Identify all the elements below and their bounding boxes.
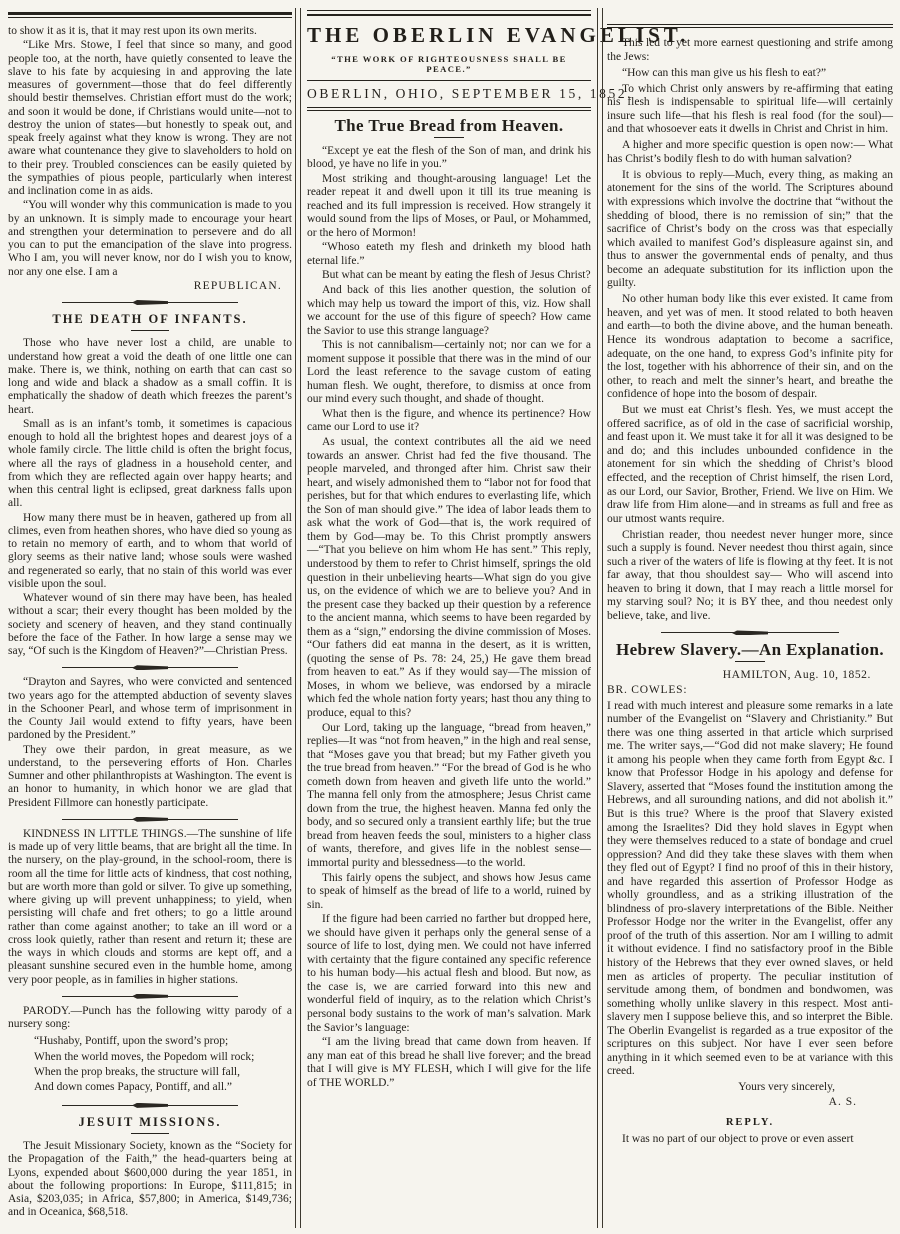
paragraph: It is obvious to reply—Much, every thing, as making an atonement for the sins of the world. The Scriptures abound with expressions which involve the doctrine that “without the shedding of blood, there is no remission of sin;” that the sacrifice of Christ’s body on the cross was that especially which availed to manifest God’s displeasure against sin, and thus to answer the governmental ends of penalty, and thus become an adequate substitution for its infliction upon the guilty. bbox=[607, 168, 893, 290]
paragraph: This is not cannibalism—certainly not; nor can we for a moment suppose it possible that there was in the mind of our Lord the least reference to the savage custom of eating human flesh. We ought, therefore, to dismiss at once from our mind every such thought, and shade of thought. bbox=[307, 339, 591, 406]
column-right-body bbox=[607, 37, 893, 1147]
paragraph: Our Lord, taking up the language, “bread from heaven,” replies—It was “not from heaven,” in the high and real sense, that “Moses gave you that bread; but my Father giveth you the true bread from heaven.” “For the bread of God is he who cometh down from heaven and giveth life unto the world.” The manna fell only from the atmosphere; Jesus Christ came down from the true, the highest heaven. Manna fed only the body, and so secured only a transient earthly life; but the true bread from heaven feeds the soul, ministers to a higher class of wants, therefore, and gives life in the noblest sense—immortal purity and blessedness—to the world. bbox=[307, 721, 591, 869]
signature: REPUBLICAN. bbox=[193, 279, 282, 292]
paragraph: Most striking and thought-arousing language! Let the reader repeat it and dwell upon it till its true meaning is reached and its full impression is received. How strangely it would sound from the lips of Moses, or Paul, or Mohammed, or the hero of Mormon! bbox=[307, 172, 591, 239]
paragraph: A higher and more specific question is open now:— What has Christ’s bodily flesh to do with human salvation? bbox=[607, 139, 893, 165]
paragraph: Small as is an infant’s tomb, it sometimes is capacious enough to hold all the brightest hopes and dearest joys of a whole family circle. The little child is often the bright focus, where all the rays of gladness in a household center, and from which they are reflected again over happy hearts; and when this central light is eclipsed, great darkness falls upon all. bbox=[8, 417, 292, 510]
verse-line: And down comes Papacy, Pontiff, and all.” bbox=[34, 1081, 233, 1094]
paragraph: This fairly opens the subject, and shows how Jesus came to speak of himself as the bread of life to a world, ruined by sin. bbox=[307, 871, 591, 911]
paragraph: But we must eat Christ’s flesh. Yes, we must accept the offered sacrifice, as of old in the case of sacrificial worship, and feast upon it. We must take it for all it was designed to be and do; and this includes unbounded confidence in the atonement for sin which the shedding of Christ’s blood effected, and the reception of Christ himself, the risen Lord, as our Lord, our Savior, Brother, Friend. We live on Him. We draw life from Him alone—and in streams as full and free as our utmost wants require. bbox=[607, 404, 893, 525]
paragraph: The Jesuit Missionary Society, known as the “Society for the Propagation of the Faith,” the head-quarters being at Lyons, expended about $600,000 during the year 1851, in about the following proportions: In Europe, $111,815; in Asia, $203,035; in Africa, $57,800; in America, $149,736; and in Oceanica, $68,518. bbox=[8, 1140, 292, 1219]
ornamental-divider bbox=[62, 817, 238, 822]
ornamental-divider bbox=[661, 630, 838, 635]
ornamental-divider bbox=[62, 1103, 238, 1108]
verse-line: When the world moves, the Popedom will rock; bbox=[34, 1050, 255, 1063]
divider-diamond-ornament bbox=[132, 300, 168, 305]
letter-closing: Yours very sincerely, bbox=[738, 1081, 835, 1094]
paragraph: PARODY.—Punch has the following witty parody of a nursery song: bbox=[8, 1004, 292, 1030]
paragraph: I read with much interest and pleasure some remarks in a late number of the Evangelist on “Slavery and Christianity.” But there was one thing asserted in that article which surprised me. The writer says,—“God did not make slavery; He found it among his people when they came forth from Egypt &c. I know that Professor Hodge in his apology and defense for Slavery, asserted that “Moses found the institution among the Hebrews, and all surounding nations, and did not abolish it.” But is this true? Where is the proof that Slavery existed among the Israelites? Did they hold slaves in Egypt when they were themselves reduced to a state of bondage and cruel oppression? And did they take these slaves with them when they fled out of Egypt? I find no proof of this in their history, and have regarded this assertion of Professor Hodge as wholly groundless, and as a striking illustration of the blindness of pro-slavery interpretations of the Bible. Neither Professor Hodge nor the writer in the Evangelist, offer any proof of the truth of this assertion. Nor am I willing to admit it without evidence. I find no satisfactory proof in the Bible history of the Hebrews that they ever owned slaves, or held men as articles of property. The peculiar institution of servitude among them, of bondmen and bondwomen, was something wholly unlike slavery in this respect. Most anti-slavery men I suppose believe this, and so interpret the Bible. The Oberlin Evangelist is regarded as a true expositor of the scriptures on this subject. Nor have I ever seen before anything in it which seemed even to be at variance with this creed. bbox=[607, 699, 893, 1078]
paragraph: Christian reader, thou needest never hunger more, since such a supply is found. Never needest thou thirst again, since such a river of the waters of life is flowing at thy feet. It is not far away, that thou shouldest say— Who will ascend into heaven to bring it down, that I may reach a little morsel for my starving soul? No; it is BY thee, and thou needest only believe, take, and live. bbox=[607, 528, 893, 622]
divider-diamond-ornament bbox=[732, 630, 768, 635]
ornamental-divider bbox=[62, 300, 238, 305]
ornamental-divider bbox=[62, 665, 238, 670]
divider-diamond-ornament bbox=[132, 994, 168, 999]
paragraph: If the figure had been carried no farther but dropped here, we should have given it perhaps only the general sense of a source of life to lost, dying men. We could not have inferred with certainty that the figure contained any specific reference to his human body—his actual flesh and blood. But now, as the case is, we are carried forward into this new and wonderful field of inquiry, as to the relation which Christ’s personal body sustains to the work of man’s salvation. Mark the Savior’s language: bbox=[307, 913, 591, 1034]
paragraph: “Except ye eat the flesh of the Son of man, and drink his blood, ye have no life in you.” bbox=[307, 144, 591, 171]
masthead bbox=[307, 10, 690, 111]
column-divider-rule bbox=[295, 8, 301, 1228]
verse-stanza bbox=[8, 1034, 292, 1096]
paragraph: They owe their pardon, in great measure, as we understand, to the persevering efforts of Hon. Charles Sumner and other philanthropists at Washington. The event is an honor to humanity, in which honor we are glad that President Fillmore can honestly participate. bbox=[8, 743, 292, 809]
masthead-top-rule bbox=[307, 10, 591, 16]
paragraph: to show it as it is, that it may rest upon its own merits. bbox=[8, 25, 257, 37]
paragraph: What then is the figure, and whence its pertinence? How came our Lord to use it? bbox=[307, 407, 591, 434]
paragraph: But what can be meant by eating the flesh of Jesus Christ? bbox=[322, 269, 591, 282]
paragraph: And back of this lies another question, the solution of which may help us toward the import of this, viz. How shall we account for the use of this figure of speech? How came the Savior to use this strange language? bbox=[307, 284, 591, 337]
letter-salutation: BR. COWLES: bbox=[607, 683, 688, 696]
ornamental-divider bbox=[62, 994, 238, 999]
article-title: Hebrew Slavery.—An Explanation. bbox=[607, 643, 893, 662]
paragraph: Those who have never lost a child, are unable to understand how great a void the death of one little one can make. There is, we think, nothing on earth that can cast so long and wide and black a shadow as a small coffin. It is emphatically the shadow of death which freezes the parent’s heart. bbox=[8, 337, 292, 416]
paragraph: It was no part of our object to prove or even assert bbox=[622, 1133, 854, 1146]
paragraph: No other human body like this ever existed. It came from heaven, and yet was of men. It stood related to both heaven and earth—to both the divine above, and the human beneath. Hence its wondrous adaptation to become a sacrifice, adequate, on the one hand, to express God’s infinite pity for the lost, together with his abhorrence of their sin, and on the other, to reach and melt the sinner’s heart, and breathe the confidence of hope into the bosom of despair. bbox=[607, 293, 893, 401]
top-rule-heavy bbox=[8, 12, 292, 18]
letter-signature: A. S. bbox=[828, 1095, 857, 1108]
paper-dateline: OBERLIN, OHIO, SEPTEMBER 15, 1852. bbox=[307, 86, 634, 101]
divider-diamond-ornament bbox=[132, 1103, 168, 1108]
verse-line: When the prop breaks, the structure will fall, bbox=[34, 1066, 240, 1079]
masthead-thin-rule bbox=[307, 80, 591, 81]
divider-diamond-ornament bbox=[132, 665, 168, 670]
paragraph: This led to yet more earnest questioning and strife among the Jews: bbox=[607, 37, 893, 63]
top-rule-double bbox=[607, 24, 893, 28]
column-center-body bbox=[307, 116, 591, 1090]
column-divider-rule bbox=[597, 8, 603, 1228]
masthead-double-rule bbox=[307, 107, 591, 111]
paragraph: “How can this man give us his flesh to eat?” bbox=[622, 66, 827, 79]
section-heading: JESUIT MISSIONS. bbox=[8, 1116, 292, 1134]
paragraph: “Like Mrs. Stowe, I feel that since so many, and good people too, at the north, have quietly consented to leave the slave to his fate by acquiesing in and approving the late measures of government—those that do feel differently should bestir themselves. Christian effort must do the work; and soon it would be done, if Christians would unite—not to destroy the union of states—but honestly to speak out, and speak freely against what they know is wrong. They are not aware what countenance they give to slaveholders to hold on to their prey. Troubled consciences can be easily quieted by the sympathies of pious people, particularly when interest and inclination come in as aids. bbox=[8, 39, 292, 197]
paper-motto: “THE WORK OF RIGHTEOUSNESS SHALL BE PEACE.” bbox=[331, 54, 567, 74]
paragraph: Whatever wound of sin there may have been, has healed without a scar; their every thought has been molded by the society and scenery of heaven, and they stand continually before the face of the Father. In how large a sense may we say, “Of such is the Kingdom of Heaven?”—Christian Press. bbox=[8, 592, 292, 657]
column-right bbox=[606, 8, 893, 1228]
paragraph: “You will wonder why this communication is made to you by an unknown. It is simply made to encourage your heart and strengthen your determination to persevere and do all you can to put the emancipation of the slave into progress. Who I am, you will never know, nor do I wish you to know, nor any one else. I am a bbox=[8, 199, 292, 278]
paragraph: “Whoso eateth my flesh and drinketh my blood hath eternal life.” bbox=[307, 241, 591, 267]
paragraph: “Drayton and Sayres, who were convicted and sentenced two years ago for the attempted abduction of seventy slaves in the Schooner Pearl, and whose term of imprisonment in the County Jail would extend to fifty years, have been pardoned by the President.” bbox=[8, 676, 292, 742]
paragraph: KINDNESS IN LITTLE THINGS.—The sunshine of life is made up of very little beams, that are bright all the time. In the nursery, on the play-ground, in the school-room, there is room all the time for little acts of kindness, that cost nothing, but are worth more than gold or silver. To give up something, where giving up will prevent unhappiness; to yield, when persisting will chafe and fret others; to go a little around rather than come against another; to take an ill word or a cross look quietly, rather than resent and return it; these are the ways in which clouds and storms are kept off, and a pleasant sunshine secured even in the humble home, among very poor people, as in families in higher stations. bbox=[8, 827, 292, 986]
paragraph: To which Christ only answers by re-affirming that eating his flesh is indispensable to spiritual life—will certainly insure such life—that his flesh is real food (for the soul)—and that whosoever eats it dwells in Christ and Christ in him. bbox=[607, 82, 893, 136]
article-title: The True Bread from Heaven. bbox=[307, 119, 591, 138]
paragraph: “I am the living bread that came down from heaven. If any man eat of this bread he shall live forever; and the bread that I will give is MY FLESH, which I will give for the life of THE WORLD.” bbox=[307, 1036, 591, 1089]
paragraph: As usual, the context contributes all the aid we need towards an answer. Christ had fed the five thousand. The people marveled, and thronged after him. Christ saw their heart, and wisely admonished them to “labor not for food that perishes, but for that which endures to everlasting life, which the Son of man should give.” The idea of labor leads them to ask what the work of God—that is, the work required of them by God—may be. To this Christ promptly answers—“That you believe on him whom He has sent.” This reply, understood by them to refer to Christ himself, springs the old question in their unbelieving hearts—What sign do you give us, on the evidence of which we are to believe you? And in the present case they backed up their question by a reference to the ancient manna, which seems to have been regarded by them as a “sign,” endorsing the divine commission of Moses. “Our fathers did eat manna in the desert, as it is written, (quoting the sense of Ps. 78: 24, 25,) He gave them bread from heaven to eat.” As if they would say—The mission of Moses, in whom we believe, was endorsed by a miracle which fed the whole nation forty years; hast thou any thing to produce, equal to this? bbox=[307, 436, 591, 719]
reply-heading: REPLY. bbox=[725, 1116, 775, 1128]
section-heading: THE DEATH OF INFANTS. bbox=[8, 313, 292, 331]
letter-dateline: HAMILTON, Aug. 10, 1852. bbox=[722, 669, 871, 682]
paragraph: How many there must be in heaven, gathered up from all climes, even from heathen shores, who have died so young as to retain no memory of earth, and to whom that world of glory seems as their native land; whose souls were washed and regenerated so early, that no stain of this world was ever visible upon the soul. bbox=[8, 511, 292, 590]
verse-line: “Hushaby, Pontiff, upon the sword’s prop; bbox=[34, 1035, 229, 1048]
column-left-body bbox=[8, 25, 292, 1220]
paper-title: THE OBERLIN EVANGELIST. bbox=[307, 23, 690, 47]
column-left bbox=[8, 8, 292, 1228]
divider-diamond-ornament bbox=[132, 817, 168, 822]
